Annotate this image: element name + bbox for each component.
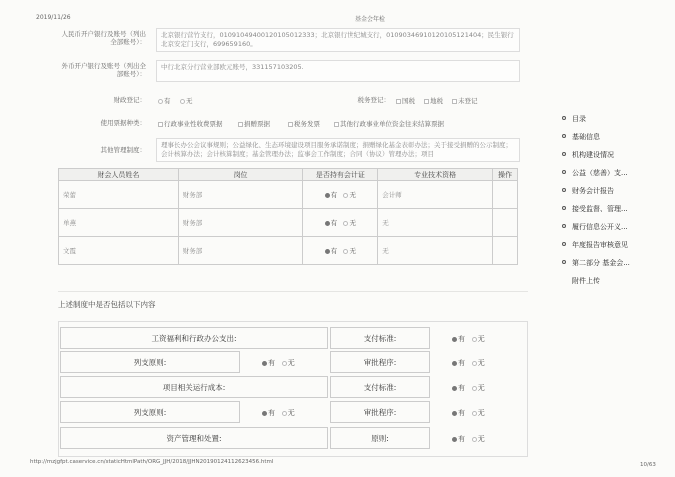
finance-reg-label: 财政登记：	[113, 96, 146, 104]
col-qual: 专业技术资格	[378, 169, 493, 181]
invoice-tax-check[interactable]: 税务发票	[288, 119, 320, 128]
col-cert: 是否持有会计证	[303, 169, 378, 181]
staff-cert[interactable]: 有 无	[303, 237, 378, 265]
rule2-radio[interactable]: 有 无	[452, 383, 485, 393]
rule-approval: 审批程序:	[330, 351, 430, 373]
rule-wage-admin: 工资福利和行政办公支出:	[60, 327, 328, 349]
bullet-icon	[562, 152, 566, 156]
bullet-icon	[562, 260, 566, 264]
other-rules-label: 其他管理制度：	[100, 146, 146, 154]
col-name: 财会人员姓名	[59, 169, 179, 181]
rule-approval-2: 审批程序:	[330, 401, 430, 423]
rule-pay-standard: 支付标准:	[330, 327, 430, 349]
invoice-label: 使用票据种类：	[100, 119, 146, 127]
bullet-icon	[562, 224, 566, 228]
staff-cert[interactable]: 有 无	[303, 209, 378, 237]
rule-principle: 原则:	[330, 427, 430, 449]
table-row	[59, 237, 518, 265]
bullet-icon	[562, 170, 566, 174]
rule0-radio[interactable]: 有 无	[452, 334, 485, 344]
table-row	[59, 209, 518, 237]
rule1-left-radio[interactable]: 有 无	[262, 358, 295, 368]
tax-reg-national-check[interactable]: 国税	[396, 96, 415, 105]
col-post: 岗位	[178, 169, 303, 181]
staff-qual: 无	[378, 209, 493, 237]
bullet-icon	[562, 188, 566, 192]
rmb-account-field[interactable]: 北京银行营竹支行，01091049400120105012333；北京银行世纪城支行，01090346910120105121404；民生银行北京安定门支行，699659160。	[156, 28, 520, 52]
tax-reg-none-check[interactable]: 未登记	[452, 96, 478, 105]
rule-expense-principle-2: 列支原则:	[60, 401, 240, 423]
print-title: 基金会年检	[355, 16, 386, 23]
finance-reg-yes-radio[interactable]: 有	[158, 96, 171, 105]
bullet-icon	[562, 134, 566, 138]
table-row	[59, 181, 518, 209]
toc-item-financial-report[interactable]: 财务会计报告	[562, 186, 614, 196]
toc-item-charity-spend[interactable]: 公益（慈善）支...	[562, 168, 628, 178]
invoice-other-check[interactable]: 其他行政事业单位资金往来结算票据	[334, 119, 444, 128]
tax-reg-label: 税务登记：	[357, 96, 390, 104]
staff-ops[interactable]	[493, 181, 518, 209]
rule-expense-principle: 列支原则:	[60, 351, 240, 373]
staff-post: 财务部	[178, 209, 303, 237]
rule-pay-standard-2: 支付标准:	[330, 376, 430, 398]
col-ops: 操作	[493, 169, 518, 181]
rule-asset-mgmt: 资产管理和处置:	[60, 427, 328, 449]
staff-name: 文霞	[59, 237, 179, 265]
staff-name: 荣蕾	[59, 181, 179, 209]
bullet-icon	[562, 116, 566, 120]
bullet-icon	[562, 242, 566, 246]
page-number: 10/63	[640, 462, 656, 468]
foreign-account-field[interactable]: 中行北京分行营业部欧元账号，331157103205.	[156, 60, 520, 82]
rmb-account-label: 人民币开户银行及账号（列出全部账号）：	[61, 30, 146, 46]
staff-ops[interactable]	[493, 209, 518, 237]
rule1-radio[interactable]: 有 无	[452, 358, 485, 368]
rule3-radio[interactable]: 有 无	[452, 408, 485, 418]
rule3-left-radio[interactable]: 有 无	[262, 408, 295, 418]
section-divider	[58, 291, 528, 292]
print-url: http://mzjgfpt.caservice.cn/staticHtmlPath/ORG_JJH/2018/JJHN20190124112623456.html	[30, 459, 274, 465]
staff-post: 财务部	[178, 237, 303, 265]
staff-ops[interactable]	[493, 237, 518, 265]
toc-item-basic-info[interactable]: 基础信息	[562, 132, 600, 142]
invoice-fee-check[interactable]: 行政事业性收费票据	[158, 119, 223, 128]
rules-section-title: 上述制度中是否包括以下内容	[58, 300, 156, 309]
invoice-donation-check[interactable]: 捐赠票据	[238, 119, 270, 128]
toc-item-org-building[interactable]: 机构建设情况	[562, 150, 614, 160]
toc-item-part-two[interactable]: 第二部分 基金会...	[562, 258, 630, 268]
toc-item-attachments[interactable]: 附件上传	[572, 277, 600, 285]
bullet-icon	[562, 206, 566, 210]
rule4-radio[interactable]: 有 无	[452, 434, 485, 444]
staff-qual: 会计师	[378, 181, 493, 209]
tax-reg-local-check[interactable]: 地税	[424, 96, 443, 105]
other-rules-field[interactable]: 理事长办公会议事规则；公益绿化、生态环境建设项目服务承诺制度；捐赠绿化基金表彰办法；关于接受捐赠的公示制度；会计核算办法；会计核算制度；基金管理办法；监事会工作制度；合同（协议）管理办法；项目	[156, 138, 520, 162]
staff-cert[interactable]: 有 无	[303, 181, 378, 209]
rule-project-cost: 项目相关运行成本:	[60, 376, 328, 398]
toc-item-disclosure[interactable]: 履行信息公开义...	[562, 222, 628, 232]
staff-qual: 无	[378, 237, 493, 265]
toc-item-supervision[interactable]: 接受监督、管理...	[562, 204, 628, 214]
staff-name: 单燕	[59, 209, 179, 237]
foreign-account-label: 外币开户银行及账号（列出全部账号）：	[61, 62, 146, 78]
staff-post: 财务部	[178, 181, 303, 209]
finance-staff-table	[58, 168, 518, 265]
print-date: 2019/11/26	[36, 14, 71, 21]
finance-reg-no-radio[interactable]: 无	[180, 96, 193, 105]
toc-item-contents[interactable]: 目录	[562, 114, 586, 124]
toc-item-audit-opinion[interactable]: 年度报告审核意见	[562, 240, 628, 250]
